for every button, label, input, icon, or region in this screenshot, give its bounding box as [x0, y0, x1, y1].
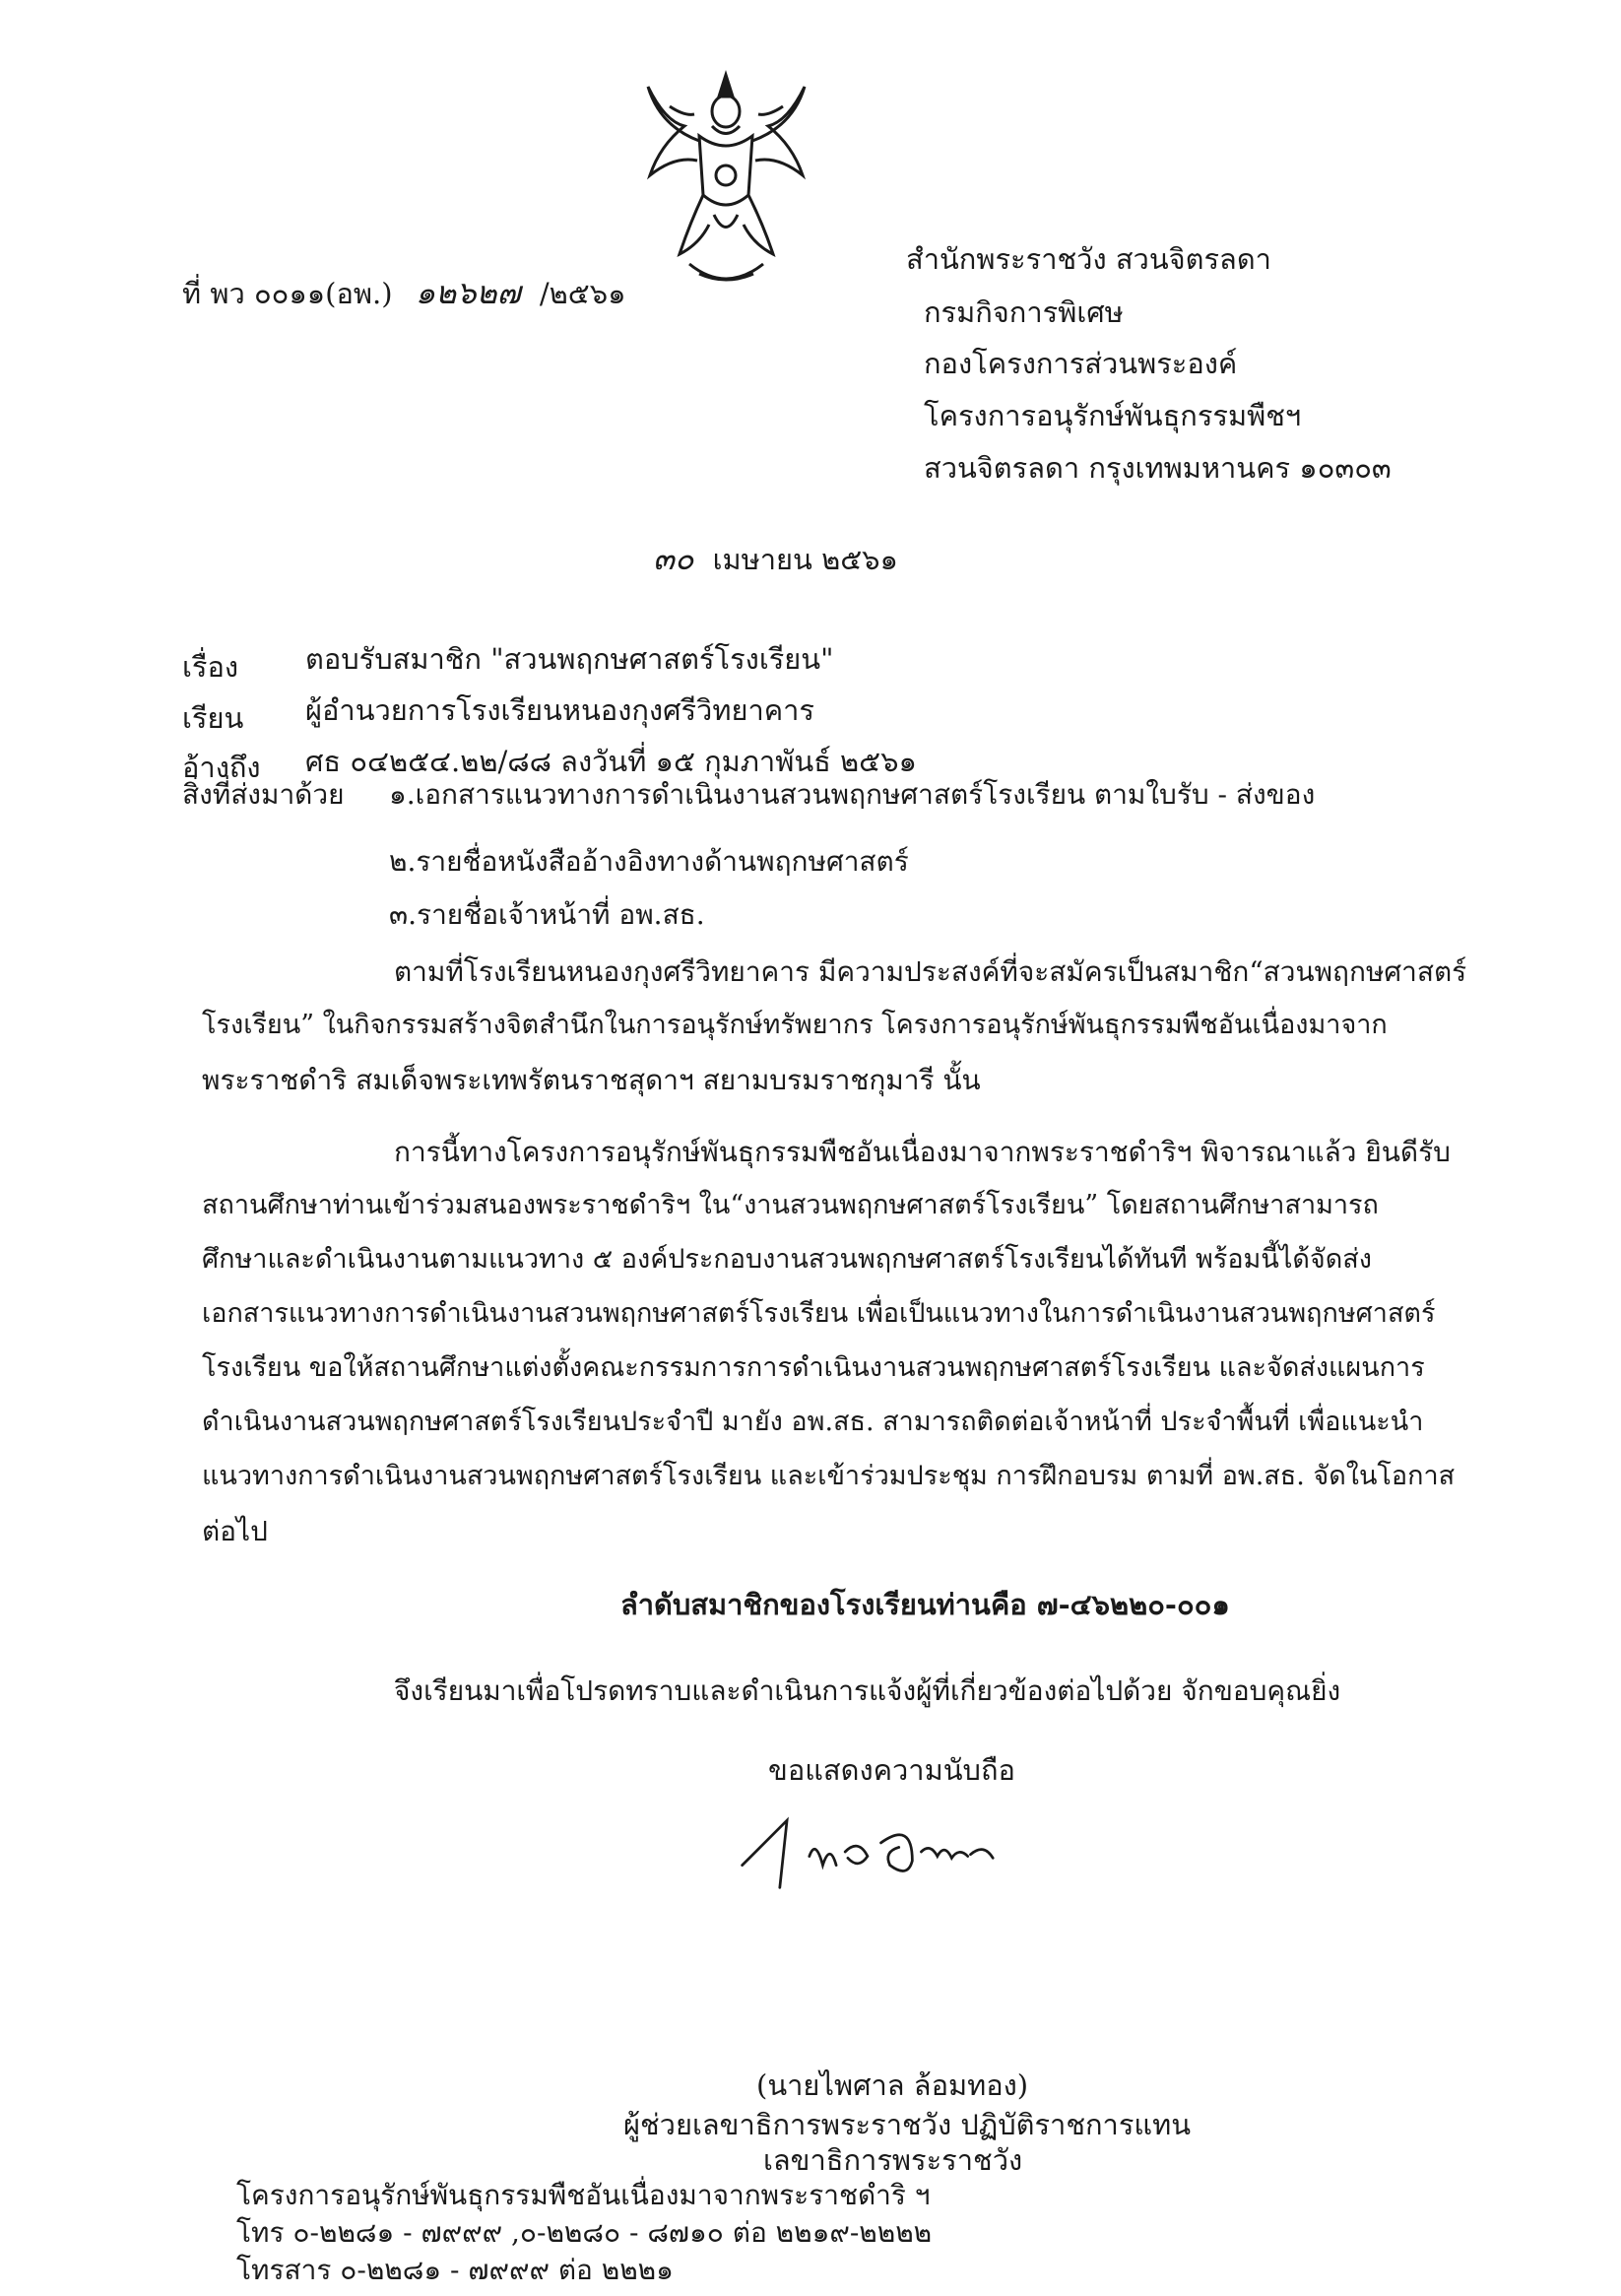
enclosure-item: ๒.รายชื่อหนังสืออ้างอิงทางด้านพฤกษศาสตร์ [389, 845, 909, 878]
doc-number-prefix: ที่ พว ๐๐๑๑(อพ.) [182, 277, 393, 310]
document-date [653, 540, 898, 577]
signature-icon [719, 1803, 1034, 1901]
paragraph-line: เอกสารแนวทางการดำเนินงานสวนพฤกษศาสตร์โรงเรียน เพื่อเป็นแนวทางในการดำเนินงานสวนพฤกษศาสตร์ [202, 1298, 1436, 1329]
member-number: ลำดับสมาชิกของโรงเรียนท่านคือ ๗-๔๖๒๒๐-๐๐๑ [620, 1588, 1230, 1621]
enclosures-label: สิ่งที่ส่งมาด้วย [182, 778, 345, 811]
sender-address-line: กองโครงการส่วนพระองค์ [924, 347, 1238, 380]
date-day-handwritten: ๓๐ [653, 540, 694, 577]
sender-address-line: สำนักพระราชวัง สวนจิตรลดา [906, 242, 1271, 276]
footer-fax: โทรสาร ๐-๒๒๘๑ - ๗๙๙๙ ต่อ ๒๒๒๑ [236, 2254, 674, 2286]
date-month-year: เมษายน ๒๕๖๑ [712, 543, 898, 576]
signatory-title: ผู้ช่วยเลขาธิการพระราชวัง ปฏิบัติราชการแทน [623, 2108, 1192, 2141]
subject-label: เรื่อง [182, 650, 239, 684]
paragraph-line: การนี้ทางโครงการอนุรักษ์พันธุกรรมพืชอันเนื่องมาจากพระราชดำริฯ พิจารณาแล้ว ยินดีรับ [394, 1136, 1451, 1168]
doc-number-suffix: /๒๕๖๑ [539, 277, 626, 310]
reference-label: อ้างถึง [182, 751, 261, 784]
to-value: ผู้อำนวยการโรงเรียนหนองกุงศรีวิทยาคาร [305, 693, 814, 727]
footer-org: โครงการอนุรักษ์พันธุกรรมพืชอันเนื่องมาจากพระราชดำริ ฯ [236, 2179, 931, 2211]
doc-number-handwritten: ๑๒๖๒๗ [415, 274, 521, 311]
signatory-title: เลขาธิการพระราชวัง [763, 2143, 1023, 2177]
enclosure-item: ๓.รายชื่อเจ้าหน้าที่ อพ.สธ. [389, 898, 705, 931]
paragraph-line: แนวทางการดำเนินงานสวนพฤกษศาสตร์โรงเรียน และเข้าร่วมประชุม การฝึกอบรม ตามที่ อพ.สธ. จัดในโอกาส [202, 1461, 1456, 1491]
sender-address-line: โครงการอนุรักษ์พันธุกรรมพืชฯ [924, 399, 1302, 432]
reference-value: ศธ ๐๔๒๕๔.๒๒/๘๘ ลงวันที่ ๑๕ กุมภาพันธ์ ๒๕๖๑ [305, 745, 917, 778]
signatory-name: (นายไพศาล ล้อมทอง) [756, 2068, 1029, 2102]
document-number [182, 274, 626, 311]
garuda-emblem-icon [640, 67, 812, 294]
paragraph-line: โรงเรียน ขอให้สถานศึกษาแต่งตั้งคณะกรรมการการดำเนินงานสวนพฤกษศาสตร์โรงเรียน และจัดส่งแผนการ [202, 1352, 1425, 1383]
paragraph-line: ศึกษาและดำเนินงานตามแนวทาง ๕ องค์ประกอบงานสวนพฤกษศาสตร์โรงเรียนได้ทันที พร้อมนี้ได้จัดส่ง [202, 1244, 1372, 1275]
paragraph-line: พระราชดำริ สมเด็จพระเทพรัตนราชสุดาฯ สยามบรมราชกุมารี นั้น [202, 1064, 981, 1096]
paragraph-line: โรงเรียน” ในกิจกรรมสร้างจิตสำนึกในการอนุรักษ์ทรัพยากร โครงการอนุรักษ์พันธุกรรมพืชอันเนื่องมาจาก [202, 1010, 1388, 1040]
subject-value: ตอบรับสมาชิก "สวนพฤกษศาสตร์โรงเรียน" [305, 642, 834, 676]
sender-address-line: สวนจิตรลดา กรุงเทพมหานคร ๑๐๓๐๓ [924, 451, 1392, 485]
paragraph-line: ดำเนินงานสวนพฤกษศาสตร์โรงเรียนประจำปี มายัง อพ.สธ. สามารถติดต่อเจ้าหน้าที่ ประจำพื้นที่ เพื่อแนะนำ [202, 1407, 1424, 1437]
sender-address-line: กรมกิจการพิเศษ [924, 295, 1124, 329]
enclosure-item: ๑.เอกสารแนวทางการดำเนินงานสวนพฤกษศาสตร์โรงเรียน ตามใบรับ - ส่งของ [389, 778, 1316, 811]
closing-salutation: ขอแสดงความนับถือ [768, 1753, 1015, 1787]
paragraph-line: สถานศึกษาท่านเข้าร่วมสนองพระราชดำริฯ ใน“งานสวนพฤกษศาสตร์โรงเรียน” โดยสถานศึกษาสามารถ [202, 1190, 1379, 1220]
to-label: เรียน [182, 701, 244, 735]
paragraph-line: ต่อไป [202, 1515, 268, 1547]
paragraph-line: ตามที่โรงเรียนหนองกุงศรีวิทยาคาร มีความประสงค์ที่จะสมัครเป็นสมาชิก“สวนพฤกษศาสตร์ [394, 955, 1467, 988]
closing-request: จึงเรียนมาเพื่อโปรดทราบและดำเนินการแจ้งผู้ที่เกี่ยวข้องต่อไปด้วย จักขอบคุณยิ่ง [394, 1674, 1341, 1707]
footer-phone: โทร ๐-๒๒๘๑ - ๗๙๙๙ ,๐-๒๒๘๐ - ๘๗๑๐ ต่อ ๒๒๑๙-๒๒๒๒ [236, 2216, 933, 2249]
